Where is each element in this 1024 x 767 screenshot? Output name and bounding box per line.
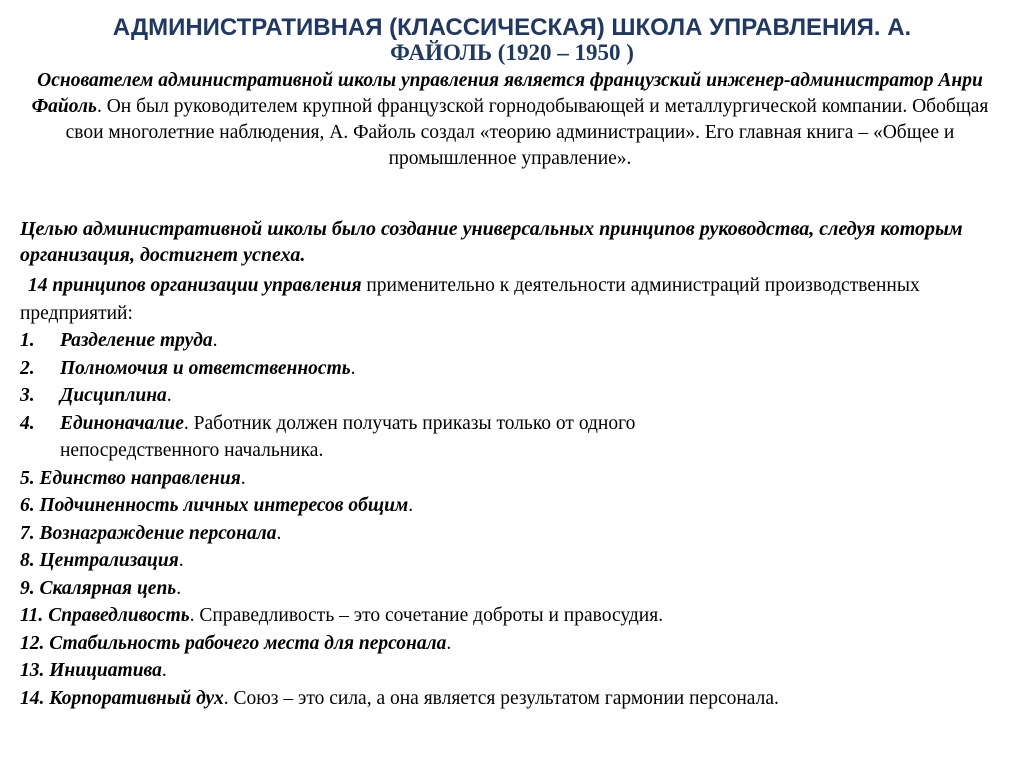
- principles-intro: [20, 272, 1010, 327]
- list-item: 14. Корпоративный дух. Союз – это сила, а она является результатом гармонии персонала.: [20, 687, 779, 709]
- list-item: 13. Инициатива.: [20, 660, 167, 681]
- principles-intro-bold: 14 принципов организации управления: [28, 275, 362, 296]
- list-item: 2. Полномочия и ответственность.: [20, 357, 356, 379]
- intro-bold: Основателем административной школы управления является французский инженер-администратор Анри Файоль: [31, 70, 983, 117]
- intro-paragraph: [20, 68, 1000, 172]
- list-item: 1. Разделение труда.: [20, 330, 218, 351]
- title-line-1: АДМИНИСТРАТИВНАЯ (КЛАССИЧЕСКАЯ) ШКОЛА УПРАВЛЕНИЯ. А.: [112, 14, 912, 41]
- list-item: 7. Вознаграждение персонала.: [20, 522, 282, 544]
- list-item-continuation: непосредственного начальника.: [60, 440, 324, 461]
- list-item: 6. Подчиненность личных интересов общим.: [20, 495, 414, 516]
- list-item: 9. Скалярная цепь.: [20, 577, 182, 599]
- intro-rest: . Он был руководителем крупной французской горнодобывающей и металлургической компании. Обобщая свои многолетние наблюдения, А. Файоль создал «теорию администрации». Его главная книга – «Общее и промышленное управление».: [65, 96, 989, 169]
- list-item: 11. Справедливость. Справедливость – это сочетание доброты и правосудия.: [20, 605, 664, 626]
- list-item: 4. Единоначалие. Работник должен получать приказы только от одного: [20, 412, 636, 434]
- title-line-2: ФАЙОЛЬ (1920 – 1950 ): [390, 40, 634, 65]
- goal-paragraph: Целью административной школы было создание универсальных принципов руководства, следуя которым организация, достигнет успеха.: [20, 218, 963, 266]
- list-item: 8. Централизация.: [20, 550, 184, 571]
- principles-list: [20, 272, 1010, 712]
- list-item: 12. Стабильность рабочего места для персонала.: [20, 632, 452, 654]
- list-item: 3. Дисциплина.: [20, 385, 172, 406]
- page-title: [0, 14, 1024, 64]
- principles-intro-rest: применительно к деятельности администраций производственных предприятий:: [20, 275, 920, 324]
- list-item: 5. Единство направления.: [20, 467, 246, 489]
